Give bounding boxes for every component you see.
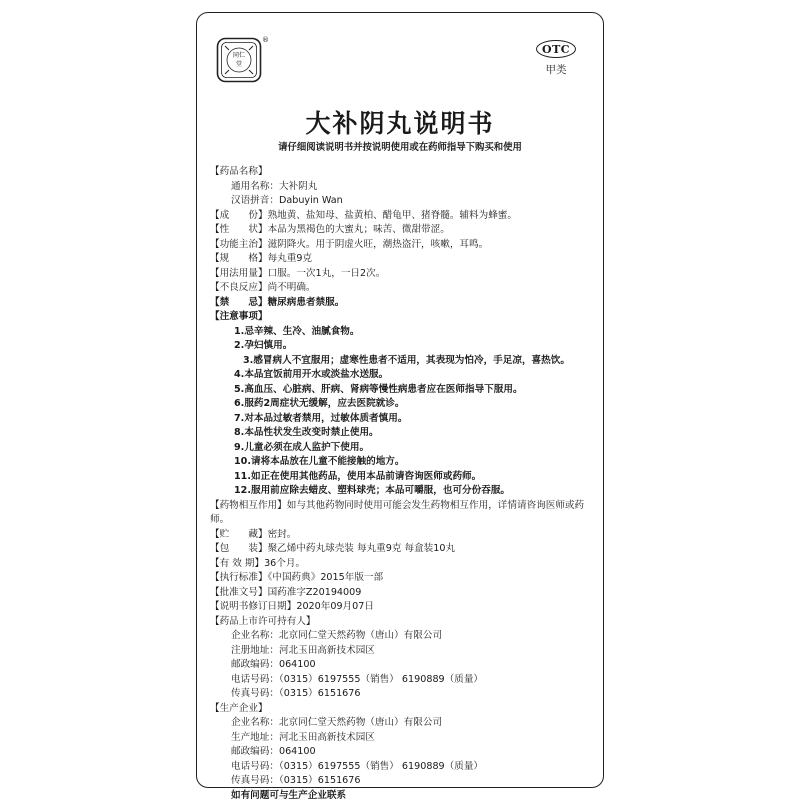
- indications-value: 滋阴降火。用于阴虚火旺，潮热盗汗，咳嗽，耳鸣。: [268, 239, 489, 250]
- manufacturer-header: 【生产企业】: [210, 702, 595, 717]
- standard-value: 《中国药典》2015年版一部: [268, 572, 384, 583]
- precaution-item: 8.本品性状发生改变时禁止使用。: [210, 426, 595, 441]
- page-title: 大补阴丸说明书: [196, 104, 604, 140]
- precaution-item: 2.孕妇慎用。: [210, 339, 595, 354]
- manufacturer-phone-row: [210, 760, 595, 775]
- holder-header: 【药品上市许可持有人】: [210, 615, 595, 630]
- manufacturer-company-row: [210, 716, 595, 731]
- indications-label: 【功能主治】: [210, 239, 268, 250]
- holder-company-value: 北京同仁堂天然药物（唐山）有限公司: [279, 630, 442, 641]
- precaution-item: 4.本品宜饭前用开水或淡盐水送服。: [210, 368, 595, 383]
- holder-fax-label: 传真号码：: [231, 688, 279, 699]
- revision-value: 2020年09月07日: [296, 601, 374, 612]
- manufacturer-fax-row: [210, 774, 595, 789]
- manufacturer-address-row: [210, 731, 595, 746]
- manufacturer-fax-value: （0315）6151676: [279, 775, 361, 786]
- holder-fax-row: [210, 687, 595, 702]
- package-row: [210, 542, 595, 557]
- generic-name-label: 通用名称：: [231, 181, 279, 192]
- validity-label: 【有 效 期】: [210, 558, 264, 569]
- manufacturer-address-label: 生产地址：: [231, 732, 279, 743]
- ingredients-label: 【成 份】: [210, 210, 268, 221]
- leaflet-body: [210, 165, 595, 803]
- svg-text:同仁: 同仁: [233, 51, 245, 59]
- storage-label: 【贮 藏】: [210, 529, 268, 540]
- holder-fax-value: （0315）6151676: [279, 688, 361, 699]
- contact-note: 如有问题可与生产企业联系: [210, 789, 595, 803]
- holder-phone-value: （0315）6197555（销售） 6190889（质量）: [279, 674, 483, 685]
- holder-address-label: 注册地址：: [231, 645, 279, 656]
- drug-name-header: 【药品名称】: [210, 165, 595, 180]
- holder-postcode-row: [210, 658, 595, 673]
- package-value: 聚乙烯中药丸球壳装 每丸重9克 每盒装10丸: [268, 543, 456, 554]
- registered-mark: ®: [262, 36, 269, 44]
- validity-row: [210, 557, 595, 572]
- generic-name-value: 大补阴丸: [279, 181, 317, 192]
- contraindication-value: 糖尿病患者禁服。: [268, 297, 345, 308]
- otc-badge: OTC: [536, 40, 576, 58]
- precaution-item: 9.儿童必须在成人监护下使用。: [210, 441, 595, 456]
- precautions-header: 【注意事项】: [210, 310, 595, 325]
- pinyin-label: 汉语拼音：: [231, 195, 279, 206]
- usage-row: [210, 267, 595, 282]
- manufacturer-fax-label: 传真号码：: [231, 775, 279, 786]
- usage-label: 【用法用量】: [210, 268, 268, 279]
- generic-name-row: [210, 180, 595, 195]
- holder-company-row: [210, 629, 595, 644]
- usage-value: 口服。一次1丸，一日2次。: [268, 268, 386, 279]
- usage-notice: 请仔细阅读说明书并按说明使用或在药师指导下购买和使用: [196, 139, 604, 153]
- character-row: [210, 223, 595, 238]
- approval-label: 【批准文号】: [210, 587, 268, 598]
- tongrentang-logo: [216, 37, 262, 83]
- spec-label: 【规 格】: [210, 253, 268, 264]
- pinyin-row: [210, 194, 595, 209]
- holder-address-row: [210, 644, 595, 659]
- svg-text:堂: 堂: [236, 60, 242, 68]
- storage-value: 密封。: [268, 529, 297, 540]
- revision-label: 【说明书修订日期】: [210, 601, 296, 612]
- precaution-item: 6.服药2周症状无缓解，应去医院就诊。: [210, 397, 595, 412]
- ingredients-row: [210, 209, 595, 224]
- standard-label: 【执行标准】: [210, 572, 268, 583]
- manufacturer-postcode-row: [210, 745, 595, 760]
- manufacturer-postcode-label: 邮政编码：: [231, 746, 279, 757]
- ingredients-value: 熟地黄、盐知母、盐黄柏、醋龟甲、猪脊髓。辅料为蜂蜜。: [268, 210, 517, 221]
- interactions-label: 【药物相互作用】: [210, 500, 287, 511]
- indications-row: [210, 238, 595, 253]
- holder-address-value: 河北玉田高新技术园区: [279, 645, 375, 656]
- precaution-item: 7.对本品过敏者禁用，过敏体质者慎用。: [210, 412, 595, 427]
- character-value: 本品为黑褐色的大蜜丸；味苦、微甜带涩。: [268, 224, 450, 235]
- holder-postcode-value: 064100: [279, 659, 316, 670]
- precaution-item: 12.服用前应除去蜡皮、塑料球壳；本品可嚼服，也可分份吞服。: [210, 484, 595, 499]
- adverse-label: 【不良反应】: [210, 282, 268, 293]
- precaution-item: 10.请将本品放在儿童不能接触的地方。: [210, 455, 595, 470]
- approval-row: [210, 586, 595, 601]
- manufacturer-phone-label: 电话号码：: [231, 761, 279, 772]
- storage-row: [210, 528, 595, 543]
- manufacturer-company-label: 企业名称：: [231, 717, 279, 728]
- precaution-item: 3.感冒病人不宜服用；虚寒性患者不适用，其表现为怕冷，手足凉，喜热饮。: [210, 354, 595, 369]
- manufacturer-postcode-value: 064100: [279, 746, 316, 757]
- spec-row: [210, 252, 595, 267]
- holder-postcode-label: 邮政编码：: [231, 659, 279, 670]
- holder-phone-row: [210, 673, 595, 688]
- adverse-row: [210, 281, 595, 296]
- revision-row: [210, 600, 595, 615]
- character-label: 【性 状】: [210, 224, 268, 235]
- interactions-value: 如与其他药物同时使用可能会发生药物相互作用，详情请咨询医师或药师。: [210, 500, 584, 526]
- precaution-item: 5.高血压、心脏病、肝病、肾病等慢性病患者应在医师指导下服用。: [210, 383, 595, 398]
- manufacturer-company-value: 北京同仁堂天然药物（唐山）有限公司: [279, 717, 442, 728]
- contraindication-row: [210, 296, 595, 311]
- approval-value: 国药准字Z20194009: [268, 587, 362, 598]
- holder-phone-label: 电话号码：: [231, 674, 279, 685]
- precaution-item: 11.如正在使用其他药品，使用本品前请咨询医师或药师。: [210, 470, 595, 485]
- manufacturer-address-value: 河北玉田高新技术园区: [279, 732, 375, 743]
- otc-class-label: 甲类: [538, 62, 574, 77]
- interactions-row: [210, 499, 595, 528]
- manufacturer-phone-value: （0315）6197555（销售） 6190889（质量）: [279, 761, 483, 772]
- adverse-value: 尚不明确。: [268, 282, 316, 293]
- holder-company-label: 企业名称：: [231, 630, 279, 641]
- spec-value: 每丸重9克: [268, 253, 312, 264]
- validity-value: 36个月。: [264, 558, 305, 569]
- standard-row: [210, 571, 595, 586]
- pinyin-value: Dabuyin Wan: [279, 195, 343, 206]
- precaution-item: 1.忌辛辣、生冷、油腻食物。: [210, 325, 595, 340]
- contraindication-label: 【禁 忌】: [210, 297, 268, 308]
- package-label: 【包 装】: [210, 543, 268, 554]
